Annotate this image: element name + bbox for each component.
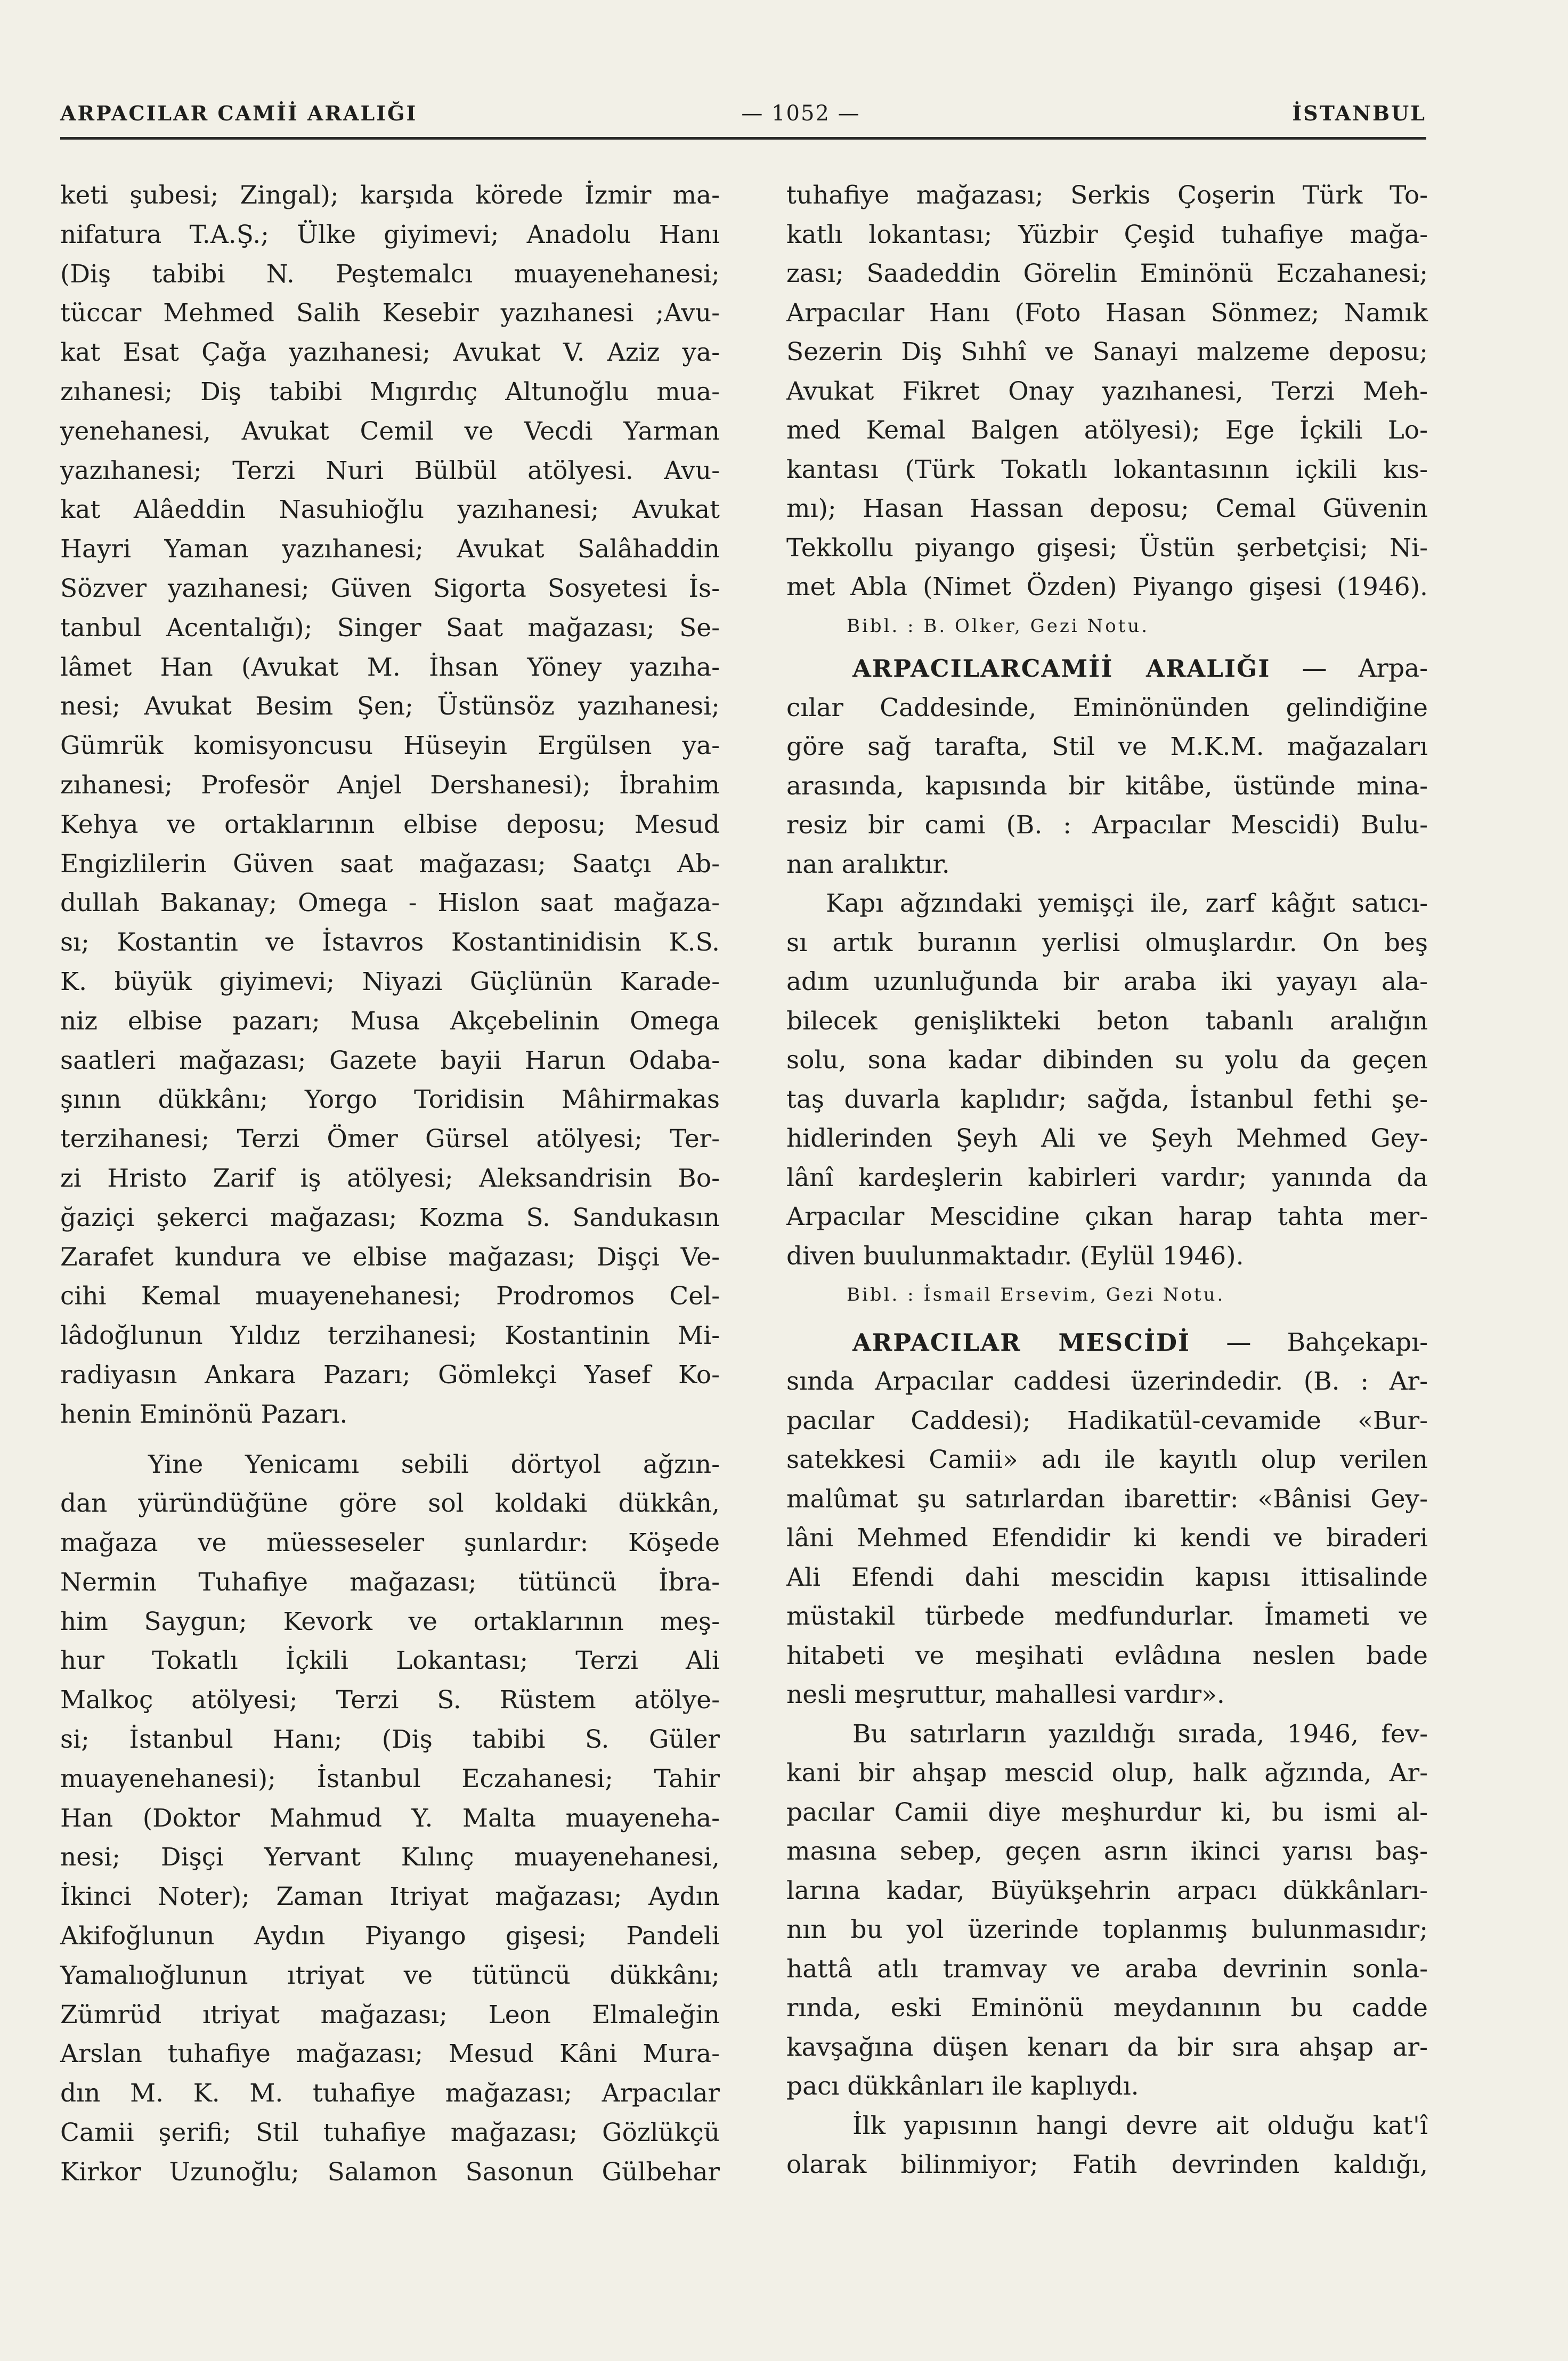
running-head-title: ARPACILAR CAMİİ ARALIĞI [60, 101, 418, 125]
text-line: adım uzunluğunda bir araba iki yayayı ala- [786, 967, 1428, 996]
text-line: ğaziçi şekerci mağazası; Kozma S. Sandukasın [60, 1203, 720, 1232]
text-line: nesi; Dişçi Yervant Kılınç muayenehanesi, [60, 1843, 720, 1872]
text-line: Sözver yazıhanesi; Güven Sigorta Sosyetesi İs- [60, 573, 720, 603]
entry-title: ARPACILAR MESCİDİ [852, 1328, 1191, 1357]
text-line: kantası (Türk Tokatlı lokantasının içkili kıs- [786, 455, 1428, 484]
text-line: zası; Saadeddin Görelin Eminönü Eczahanesi; [786, 259, 1428, 288]
text-line: Zümrüd ıtriyat mağazası; Leon Elmaleğin [60, 2000, 720, 2030]
text-line: dın M. K. M. tuhafiye mağazası; Arpacılar [60, 2079, 720, 2108]
text-line: Kehya ve ortaklarının elbise deposu; Mesud [60, 809, 720, 839]
text-line: him Saygun; Kevork ve ortaklarının meş- [60, 1607, 720, 1636]
text-line: nan aralıktır. [786, 849, 950, 879]
entry-title: ARPACILARCAMİİ ARALIĞI [852, 654, 1271, 683]
text-line: Ali Efendi dahi mescidin kapısı ittisalinde [786, 1562, 1428, 1592]
text-line: Bu satırların yazıldığı sırada, 1946, fev- [852, 1719, 1428, 1749]
text-line: muayenehanesi); İstanbul Eczahanesi; Tahir [60, 1764, 720, 1794]
text-line: Nermin Tuhafiye mağazası; tütüncü İbra- [60, 1567, 720, 1597]
text-line: diven buulunmaktadır. (Eylül 1946). [786, 1241, 1244, 1271]
text-line: lâdoğlunun Yıldız terzihanesi; Kostantinin Mi- [60, 1321, 720, 1351]
text-line: hidlerinden Şeyh Ali ve Şeyh Mehmed Gey- [786, 1124, 1428, 1153]
paragraph [786, 884, 1428, 1276]
text-line: Avukat Fikret Onay yazıhanesi, Terzi Meh- [786, 376, 1428, 406]
text-line: dullah Bakanay; Omega - Hislon saat mağaza- [60, 888, 720, 918]
text-line: K. büyük giyimevi; Niyazi Güçlünün Karade- [60, 967, 720, 996]
text-line: tanbul Acentalığı); Singer Saat mağazası; Se- [60, 613, 720, 643]
text-line: tüccar Mehmed Salih Kesebir yazıhanesi ;Avu- [60, 298, 720, 328]
entry-arpacilar-mescidi [786, 1323, 1428, 1715]
text-line: lâni Mehmed Efendidir ki kendi ve biraderi [786, 1523, 1428, 1553]
text-line: henin Eminönü Pazarı. [60, 1399, 348, 1429]
text-line: zi Hristo Zarif iş atölyesi; Aleksandrisin Bo- [60, 1163, 720, 1193]
text-line: lâmet Han (Avukat M. İhsan Yöney yazıha- [60, 652, 720, 682]
text-line: yenehanesi, Avukat Cemil ve Vecdi Yarman [60, 416, 720, 446]
text-line: satekkesi Camii» adı ile kayıtlı olup verilen [786, 1445, 1428, 1474]
text-line: radiyasın Ankara Pazarı; Gömlekçi Yasef Ko- [60, 1360, 720, 1390]
text-line: şının dükkânı; Yorgo Toridisin Mâhirmakas [60, 1085, 720, 1115]
paragraph [786, 1715, 1428, 2106]
right-column [786, 176, 1428, 2185]
text-line: İlk yapısının hangi devre ait olduğu kat'î [852, 2111, 1428, 2140]
text-line: dan yüründüğüne göre sol koldaki dükkân, [60, 1489, 720, 1519]
paragraph [60, 1445, 720, 2192]
text-line: malûmat şu satırlardan ibarettir: «Bânisi Gey- [786, 1484, 1428, 1514]
text-line: Akifoğlunun Aydın Piyango gişesi; Pandeli [60, 1921, 720, 1951]
text-line: kani bir ahşap mescid olup, halk ağzında, Ar- [786, 1758, 1428, 1788]
text-line: Hayri Yaman yazıhanesi; Avukat Salâhaddin [60, 534, 720, 564]
text-line: pacılar Camii diye meşhurdur ki, bu ismi al- [786, 1797, 1428, 1827]
text-line: Engizlilerin Güven saat mağazası; Saatçı Ab- [60, 849, 720, 879]
text-line: İkinci Noter); Zaman Itriyat mağazası; Aydın [60, 1882, 720, 1912]
text-line: Kirkor Uzunoğlu; Salamon Sasonun Gülbehar [60, 2157, 720, 2187]
text-line: keti şubesi; Zingal); karşıda körede İzmir ma- [60, 181, 720, 210]
text-line: kat Esat Çağa yazıhanesi; Avukat V. Aziz ya- [60, 338, 720, 368]
text-line: cihi Kemal muayenehanesi; Prodromos Cel- [60, 1281, 720, 1311]
text-line: sı artık buranın yerlisi olmuşlardır. On beş [786, 928, 1428, 958]
entry-first-line [786, 649, 1428, 688]
running-head [60, 99, 1426, 128]
text-line: lânî kardeşlerin kabirleri vardır; yanında da [786, 1163, 1428, 1192]
text-line: tuhafiye mağazası; Serkis Çoşerin Türk To- [786, 181, 1428, 210]
text-line: Yamalıoğlunun ıtriyat ve tütüncü dükkânı; [60, 1960, 720, 1990]
text-line: bilecek genişlikteki beton tabanlı aralığın [786, 1006, 1428, 1036]
page-number: — 1052 — [741, 101, 860, 126]
text-line: sı; Kostantin ve İstavros Kostantinidisin K.S. [60, 928, 720, 958]
bibliography-note: Bibl. : İsmail Ersevim, Gezi Notu. [847, 1284, 1225, 1305]
entry-first-line [786, 1323, 1428, 1362]
text-line: katlı lokantası; Yüzbir Çeşid tuhafiye mağa- [786, 220, 1428, 249]
left-column [60, 176, 720, 2192]
text-line: kavşağına düşen kenarı da bir sıra ahşap ar- [786, 2032, 1428, 2062]
text-line: saatleri mağazası; Gazete bayii Harun Odaba- [60, 1045, 720, 1075]
text-line: yazıhanesi; Terzi Nuri Bülbül atölyesi. Avu- [60, 456, 720, 485]
entry-first-line-text: — Arpa- [1302, 654, 1428, 683]
text-line: Arpacılar Hanı (Foto Hasan Sönmez; Namık [786, 298, 1428, 328]
text-line: müstakil türbede medfundurlar. İmameti ve [786, 1602, 1428, 1631]
text-line: pacı dükkânları ile kaplıydı. [786, 2072, 1139, 2101]
text-line: met Abla (Nimet Özden) Piyango gişesi (1946). [786, 572, 1428, 602]
text-line: larına kadar, Büyükşehrin arpacı dükkânları- [786, 1876, 1428, 1905]
text-line: Camii şerifi; Stil tuhafiye mağazası; Gözlükçü [60, 2118, 720, 2148]
text-line: nifatura T.A.Ş.; Ülke giyimevi; Anadolu Hanı [60, 220, 720, 249]
text-line: sında Arpacılar caddesi üzerindedir. (B. : Ar- [786, 1367, 1428, 1396]
text-line: nın bu yol üzerinde toplanmış bulunmasıdır; [786, 1915, 1428, 1944]
text-line: resiz bir cami (B. : Arpacılar Mescidi) Bulu- [786, 810, 1428, 840]
text-line: med Kemal Balgen atölyesi); Ege İçkili Lo- [786, 416, 1428, 445]
text-line: Zarafet kundura ve elbise mağazası; Dişçi Ve- [60, 1242, 720, 1272]
header-rule [60, 137, 1426, 140]
text-line: mağaza ve müesseseler şunlardır: Köşede [60, 1528, 720, 1558]
text-line: hattâ atlı tramvay ve araba devrinin sonla- [786, 1954, 1428, 1984]
text-line: hur Tokatlı İçkili Lokantası; Terzi Ali [60, 1646, 720, 1676]
text-line: Han (Doktor Mahmud Y. Malta muayeneha- [60, 1803, 720, 1833]
bibliography-note: Bibl. : B. Olker, Gezi Notu. [847, 615, 1150, 637]
text-line: Malkoç atölyesi; Terzi S. Rüstem atölye- [60, 1685, 720, 1715]
text-line: (Diş tabibi N. Peştemalcı muayenehanesi; [60, 259, 720, 289]
text-line: Yine Yenicamı sebili dörtyol ağzın- [148, 1449, 720, 1479]
text-line: zıhanesi; Profesör Anjel Dershanesi); İbrahim [60, 770, 720, 800]
paragraph [786, 176, 1428, 607]
text-line: nesi; Avukat Besim Şen; Üstünsöz yazıhanesi; [60, 692, 720, 721]
paragraph [60, 176, 720, 1434]
text-line: taş duvarla kaplıdır; sağda, İstanbul fethi şe- [786, 1084, 1428, 1114]
text-line: terzihanesi; Terzi Ömer Gürsel atölyesi; Ter- [60, 1124, 720, 1154]
text-line: Arpacılar Mescidine çıkan harap tahta mer- [786, 1202, 1428, 1231]
running-head-volume: İSTANBUL [1292, 101, 1426, 125]
text-line: kat Alâeddin Nasuhioğlu yazıhanesi; Avukat [60, 495, 720, 525]
text-line: niz elbise pazarı; Musa Akçebelinin Omega [60, 1006, 720, 1036]
text-line: göre sağ tarafta, Stil ve M.K.M. mağazaları [786, 732, 1428, 761]
text-line: zıhanesi; Diş tabibi Mıgırdıç Altunoğlu mua- [60, 377, 720, 407]
text-line: pacılar Caddesi); Hadikatül-cevamide «Bur- [786, 1406, 1428, 1435]
entry-arpacilar-camii-araligi [786, 649, 1428, 884]
text-line: Gümrük komisyoncusu Hüseyin Ergülsen ya- [60, 731, 720, 761]
text-line: cılar Caddesinde, Eminönünden gelindiğine [786, 693, 1428, 723]
text-line: Arslan tuhafiye mağazası; Mesud Kâni Mura- [60, 2039, 720, 2069]
text-line: nesli meşruttur, mahallesi vardır». [786, 1680, 1225, 1709]
text-line: hitabeti ve meşihati evlâdına neslen bade [786, 1641, 1428, 1670]
text-line: Sezerin Diş Sıhhî ve Sanayi malzeme deposu; [786, 337, 1428, 367]
text-line: olarak bilinmiyor; Fatih devrinden kaldığı, [786, 2150, 1428, 2179]
entry-first-line-text: — Bahçekapı- [1226, 1327, 1428, 1357]
text-line: Tekkollu piyango gişesi; Üstün şerbetçisi; Ni- [786, 533, 1428, 563]
paragraph [786, 2106, 1428, 2185]
text-line: si; İstanbul Hanı; (Diş tabibi S. Güler [60, 1725, 720, 1755]
text-line: solu, sona kadar dibinden su yolu da geçen [786, 1045, 1428, 1075]
text-line: masına sebep, geçen asrın ikinci yarısı baş- [786, 1837, 1428, 1866]
text-line: Kapı ağzındaki yemişçi ile, zarf kâğıt satıcı- [826, 889, 1428, 918]
text-line: mı); Hasan Hassan deposu; Cemal Güvenin [786, 494, 1428, 523]
text-line: arasında, kapısında bir kitâbe, üstünde mina- [786, 771, 1428, 801]
text-line: rında, eski Eminönü meydanının bu cadde [786, 1993, 1428, 2023]
